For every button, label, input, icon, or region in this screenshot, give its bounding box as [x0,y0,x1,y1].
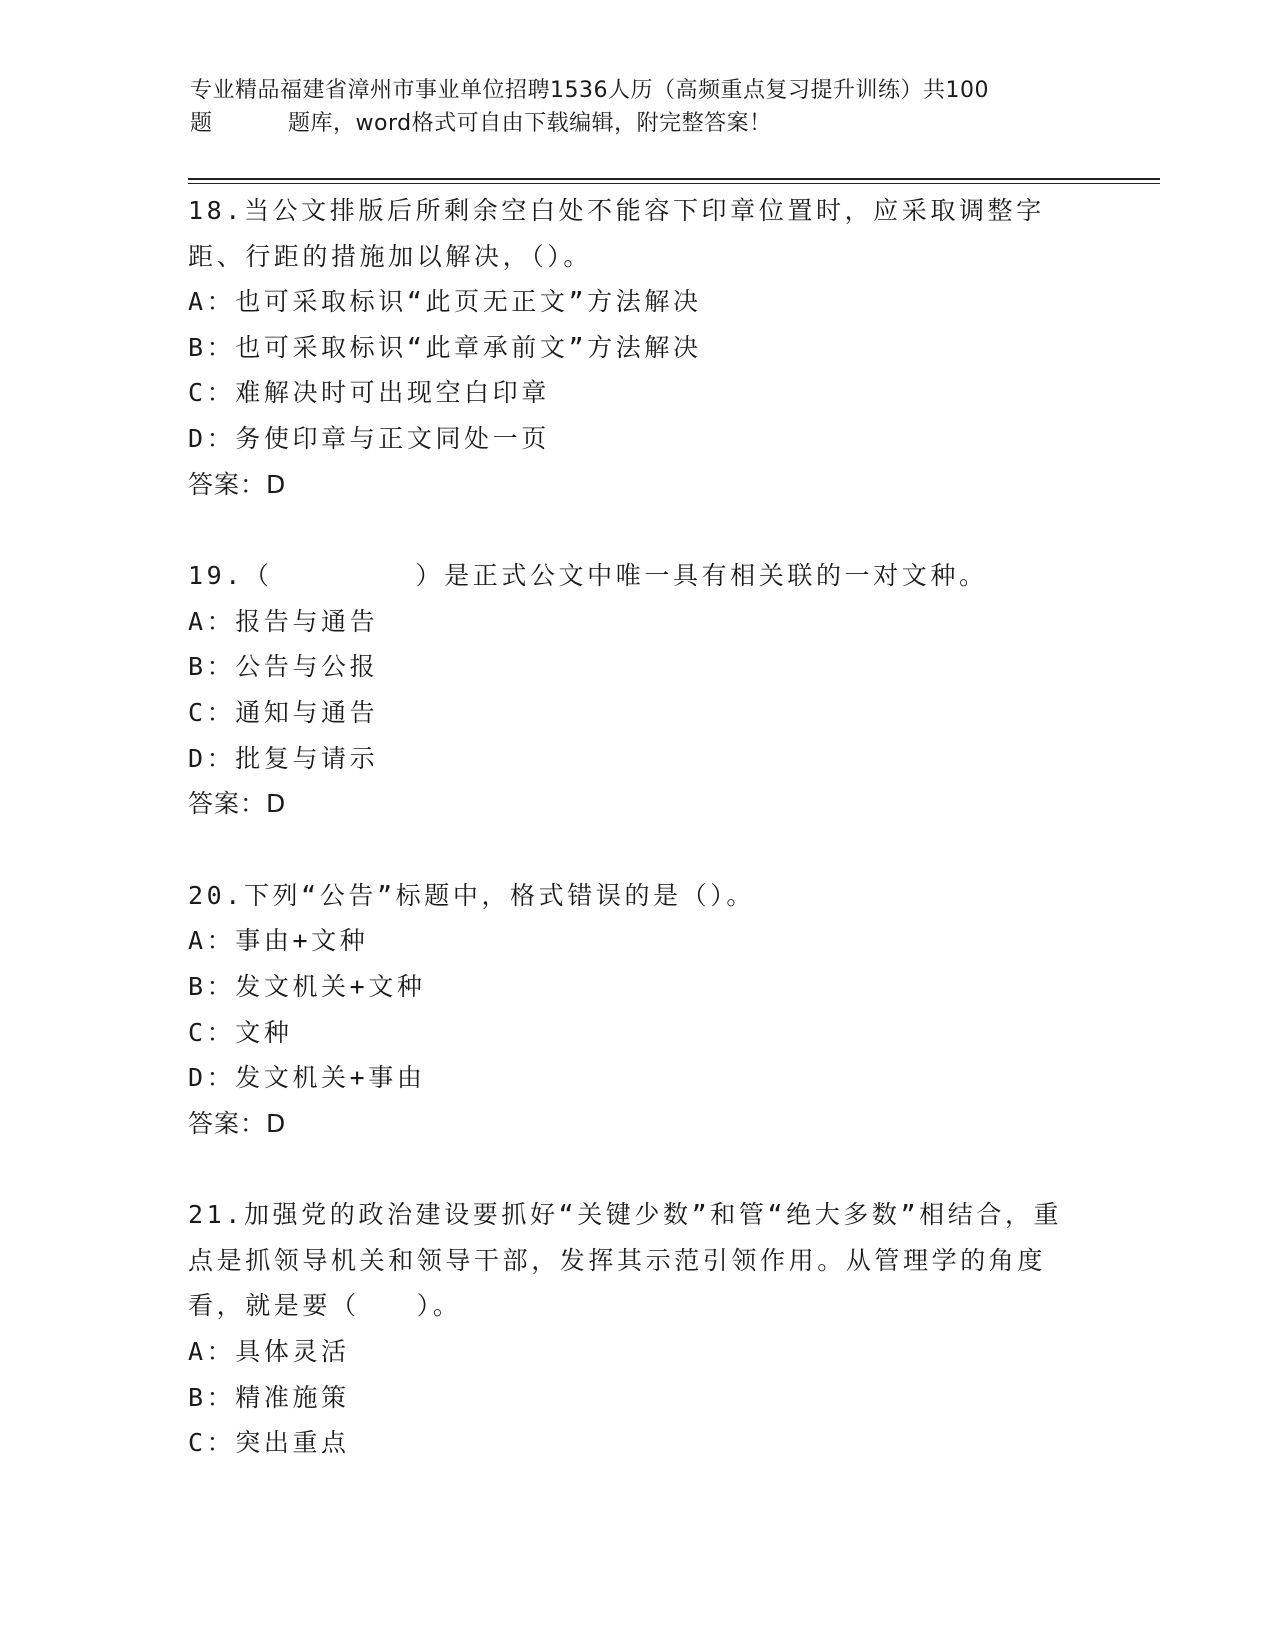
header-title-line-2-lead: 题 [190,111,213,136]
question-text: 20.下列“公告”标题中，格式错误的是（）。 [188,880,755,910]
question-list [188,188,1088,1512]
option-c: C：突出重点 [188,1428,350,1458]
question-text: 21.加强党的政治建设要抓好“关键少数”和管“绝大多数”相结合，重点是抓领导机关和领导干部，发挥其示范引领作用。从管理学的角度看，就是要（ ）。 [188,1200,1063,1321]
page-header [190,74,1090,140]
option-d: D：务使印章与正文同处一页 [188,423,550,453]
option-c: C：通知与通告 [188,697,379,727]
answer: 答案：D [188,789,287,819]
answer: 答案：D [188,469,287,499]
question-19 [188,553,1088,827]
header-title-line-1: 专业精品福建省漳州市事业单位招聘1536人历（高频重点复习提升训练）共100 [190,78,989,103]
question-20 [188,873,1088,1147]
option-a: A：报告与通告 [188,606,379,636]
header-title-line-2-rest: 题库，word格式可自由下载编辑，附完整答案！ [288,111,772,136]
question-21 [188,1192,1088,1466]
question-text: 18.当公文排版后所剩余空白处不能容下印章位置时，应采取调整字距、行距的措施加以解决，（）。 [188,196,1045,271]
option-b: B：精准施策 [188,1382,350,1412]
question-text: 19.（ ）是正式公文中唯一具有相关联的一对文种。 [188,561,988,591]
option-d: D：发文机关+事由 [188,1063,426,1093]
header-divider-thin [188,183,1160,184]
answer: 答案：D [188,1108,287,1138]
option-b: B：公告与公报 [188,652,379,682]
option-b: B：也可采取标识“此章承前文”方法解决 [188,332,702,362]
question-18 [188,188,1088,507]
option-c: C：文种 [188,1017,293,1047]
option-d: D：批复与请示 [188,743,379,773]
option-a: A：也可采取标识“此页无正文”方法解决 [188,287,702,317]
option-b: B：发文机关+文种 [188,971,426,1001]
option-c: C：难解决时可出现空白印章 [188,378,550,408]
header-divider-thick [188,178,1160,180]
header-title-line-2 [190,107,1090,140]
option-a: A：事由+文种 [188,926,369,956]
option-a: A：具体灵活 [188,1337,350,1367]
